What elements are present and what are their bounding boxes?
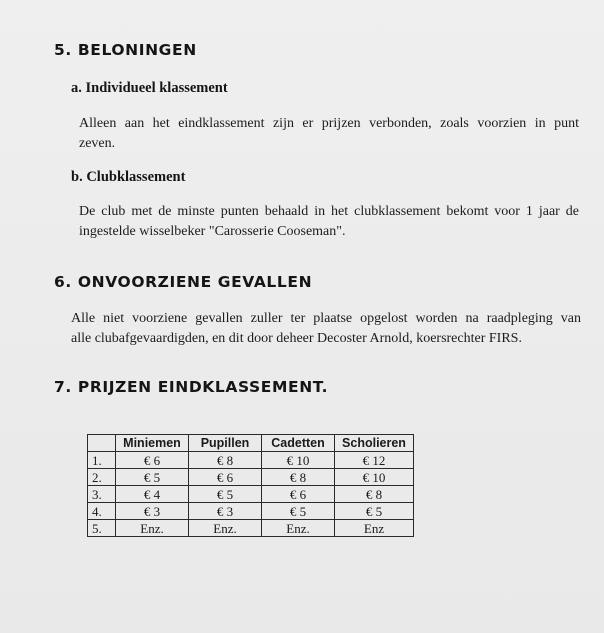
- rank-cell: 2.: [88, 469, 116, 486]
- paragraph-clubklassement: [79, 202, 579, 242]
- section-heading-beloningen: 5. BELONINGEN: [54, 41, 197, 59]
- paragraph-onvoorziene-gevallen: [71, 309, 581, 349]
- table-row: [88, 520, 414, 537]
- subheading-individueel-klassement: a. Individueel klassement: [71, 80, 228, 96]
- prize-cell: € 6: [116, 452, 189, 469]
- paragraph-line: zeven.: [79, 136, 116, 151]
- table-row: [88, 469, 414, 486]
- prize-cell: Enz.: [116, 520, 189, 537]
- paragraph-line: ingestelde wisselbeker "Carosserie Cooseman".: [79, 224, 346, 239]
- prize-cell: € 6: [189, 469, 262, 486]
- prize-cell: € 8: [335, 486, 414, 503]
- paragraph-line: Alle niet voorziene gevallen zuller ter plaatse opgelost worden na raadpleging van: [71, 311, 581, 326]
- table-row: [88, 452, 414, 469]
- table-header-cell: Miniemen: [116, 435, 189, 452]
- prize-cell: € 4: [116, 486, 189, 503]
- prize-cell: Enz: [335, 520, 414, 537]
- prize-cell: € 5: [262, 503, 335, 520]
- prize-cell: € 5: [116, 469, 189, 486]
- prizes-table: [87, 434, 414, 537]
- prize-cell: € 12: [335, 452, 414, 469]
- prize-cell: € 6: [262, 486, 335, 503]
- prize-cell: € 5: [335, 503, 414, 520]
- prize-cell: € 8: [189, 452, 262, 469]
- paragraph-line: De club met de minste punten behaald in het clubklassement bekomt voor 1 jaar de: [79, 204, 579, 219]
- prize-cell: € 10: [335, 469, 414, 486]
- rank-cell: 3.: [88, 486, 116, 503]
- paragraph-line: Alleen aan het eindklassement zijn er prijzen verbonden, zoals voorzien in punt: [79, 116, 579, 131]
- table-row: [88, 503, 414, 520]
- table-header-row: [88, 435, 414, 452]
- table-row: [88, 486, 414, 503]
- prize-cell: € 8: [262, 469, 335, 486]
- prize-cell: € 5: [189, 486, 262, 503]
- table-header-cell: Cadetten: [262, 435, 335, 452]
- rank-cell: 4.: [88, 503, 116, 520]
- rank-cell: 1.: [88, 452, 116, 469]
- section-heading-onvoorziene-gevallen: 6. ONVOORZIENE GEVALLEN: [54, 273, 313, 291]
- subheading-clubklassement: b. Clubklassement: [71, 169, 186, 185]
- table-header-cell: [88, 435, 116, 452]
- prize-cell: Enz.: [189, 520, 262, 537]
- table-header-cell: Scholieren: [335, 435, 414, 452]
- prize-cell: € 10: [262, 452, 335, 469]
- prize-cell: Enz.: [262, 520, 335, 537]
- rank-cell: 5.: [88, 520, 116, 537]
- prize-cell: € 3: [116, 503, 189, 520]
- section-heading-prijzen-eindklassement: 7. PRIJZEN EINDKLASSEMENT.: [54, 378, 329, 396]
- table-header-cell: Pupillen: [189, 435, 262, 452]
- paragraph-individueel-klassement: [79, 114, 579, 154]
- prize-cell: € 3: [189, 503, 262, 520]
- paragraph-line: alle clubafgevaardigden, en dit door deheer Decoster Arnold, koersrechter FIRS.: [71, 331, 522, 346]
